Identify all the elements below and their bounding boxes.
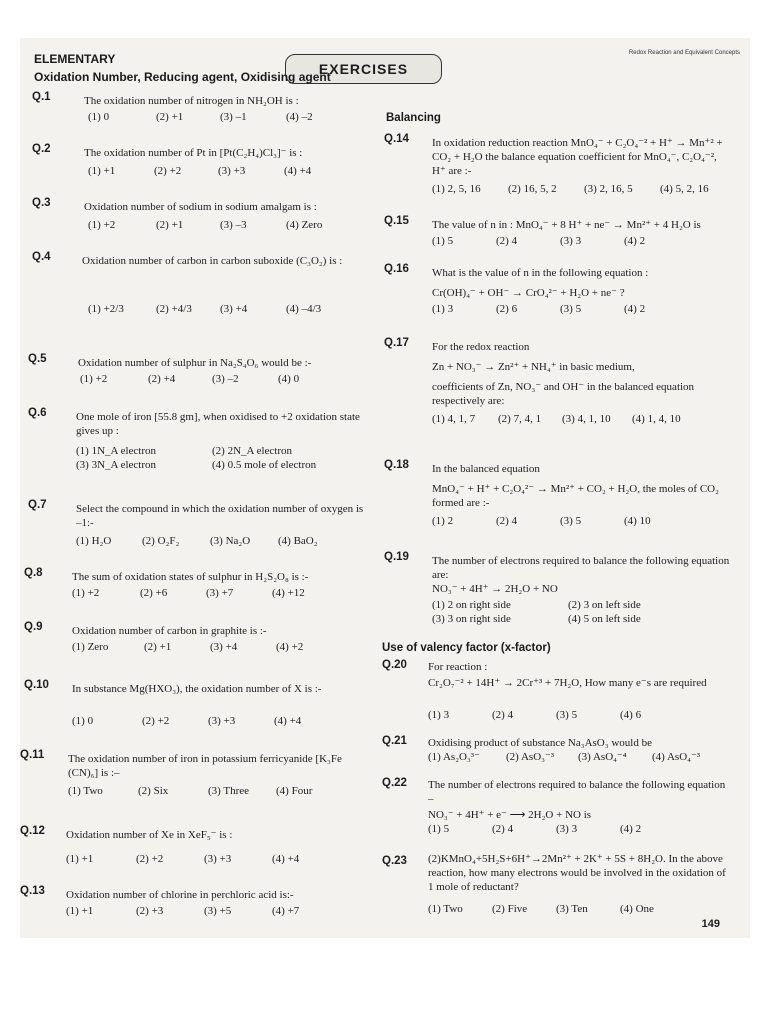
option[interactable]: (2) 6 [496,303,518,315]
option[interactable]: (3) +5 [204,905,232,917]
option[interactable]: (3) +7 [206,587,234,599]
option[interactable]: (3) AsO₄⁻⁴ [578,751,627,763]
option[interactable]: (4) 1, 4, 10 [632,413,681,425]
option[interactable]: (2) +3 [136,905,164,917]
option[interactable]: (1) +2 [80,373,108,385]
option[interactable]: (2) 4 [496,515,518,527]
option[interactable]: (2) 16, 5, 2 [508,183,557,195]
option[interactable]: (1) +1 [66,905,94,917]
option[interactable]: (1) 4, 1, 7 [432,413,476,425]
option[interactable]: (2) 4 [492,823,514,835]
running-head: Redox Reaction and Equivalent Concepts [628,50,740,56]
subsection-title-oxidation: Oxidation Number, Reducing agent, Oxidising agent [34,70,331,84]
option[interactable]: (1) +1 [88,165,116,177]
option[interactable]: (1) +2 [88,219,116,231]
option[interactable]: (3) Na₂O [210,535,251,547]
equation: NO₃⁻ + 4H⁺ → 2H₂O + NO [432,583,558,595]
option[interactable]: (2) +1 [156,219,184,231]
option[interactable]: (2) 2N_A electron [212,445,293,457]
option[interactable]: (1) Zero [72,641,109,653]
option[interactable]: (4) Four [276,785,313,797]
option[interactable]: (4) +12 [272,587,305,599]
equation: NO₃⁻ + 4H⁺ + e⁻ ⟶ 2H₂O + NO is [428,809,592,821]
option[interactable]: (1) 3 [432,303,454,315]
option[interactable]: (4) –4/3 [286,303,322,315]
option[interactable]: (1) +2/3 [88,303,124,315]
option[interactable]: (4) +4 [272,853,300,865]
option[interactable]: (2) Six [138,785,169,797]
subsection-title-balancing: Balancing [386,112,441,124]
option[interactable]: (4) 0.5 mole of electron [212,459,317,471]
option[interactable]: (3) 5 [556,709,578,721]
option[interactable]: (1) H₂O [76,535,112,547]
equation: Zn + NO₃⁻ → Zn²⁺ + NH₄⁺ in basic medium, [432,361,635,373]
option[interactable]: (3) 5 [560,515,582,527]
option[interactable]: (2) 4 [496,235,518,247]
option[interactable]: (2) +6 [140,587,168,599]
option[interactable]: (4) +4 [274,715,302,727]
option[interactable]: (3) +3 [208,715,236,727]
option[interactable]: (4) 6 [620,709,642,721]
option[interactable]: (2) 3 on left side [568,599,641,611]
equation: MnO₄⁻ + H⁺ + C₂O₄²⁻ → Mn²⁺ + CO₂ + H₂O, the moles of CO₂ formed are :- [432,483,719,509]
option[interactable]: (3) –1 [220,111,247,123]
option[interactable]: (1) 2, 5, 16 [432,183,481,195]
option[interactable]: (1) 2 on right side [432,599,511,611]
option[interactable]: (3) 3N_A electron [76,459,157,471]
option[interactable]: (2) +1 [156,111,184,123]
option[interactable]: (3) +3 [204,853,232,865]
option[interactable]: (3) –3 [220,219,247,231]
option[interactable]: (1) 1N_A electron [76,445,157,457]
option[interactable]: (2) AsO₃⁻³ [506,751,555,763]
option[interactable]: (4) +2 [276,641,304,653]
option[interactable]: (1) As₂O₃³⁻ [428,751,480,763]
textbook-page: Redox Reaction and Equivalent Concepts EXERCISES ELEMENTARY Oxidation Number, Reducing agent, Oxidising agent Balancing Use of valency factor (x-factor) Q.1 The oxidation number of nitrogen in NH₂OH is : (1) 0 (2) +1 (3) –1 (4) –2 Q.2 The oxidation number of Pt in [Pt(C₂H₄)Cl₃]⁻ is : (1) +1 (2) +2 (3) +3 (4) +4 Q.3 Oxidation number of sodium in sodium amalgam is : (1) +2 (2) +1 (3) –3 (4) Zero Q.4 Oxidation number of carbon in carbon suboxide (C₃O₂) is : (1) +2/3 (2) +4/3 (3) +4 (4) –4/3 Q.5 Oxidation number of sulphur in Na₂S₄O₆ would be :- (1) +2 (2) +4 (3) –2 (4) 0 Q.6 One mole of iron [55.8 gm], when oxidised to +2 oxidation state gives up : (1) 1N_A electron (2) 2N_A electron (3) 3N_A electron (4) 0.5 mole of electron Q.7 Select the compound in which the oxidation number of oxygen is –1:- (1) H₂O (2) O₂F₂ (3) Na₂O (4) BaO₂ Q.8 The sum of oxidation states of sulphur in H₂S₂O₈ is :- (1) +2 (2) +6 (3) +7 (4) +12 Q.9 Oxidation number of carbon in graphite is :- (1) Zero (2) +1 (3) +4 (4) +2 Q.10 In substance Mg(HXO₃), the oxidation number of X is :- (1) 0 (2) +2 (3) +3 (4) +4 Q.11 The oxidation number of iron in potassium ferricyanide [K₃Fe (CN)₆] is :– (1) Two (2) Six (3) Three (4) Four Q.12 Oxidation number of Xe in XeF₅⁻ is : (1) +1 (2) +2 (3) +3 (4) +4 Q.13 Oxidation number of chlorine in perchloric acid is:- (1) +1 (2) +3 (3) +5 (4) +7 Q.14 In oxidation reduction reaction MnO₄⁻ + C₂O₄⁻² + H⁺ → Mn⁺² + CO₂ + H₂O the balance equation coefficient for MnO₄⁻, C₂O₄⁻², H⁺ are :- (1) 2, 5, 16 (2) 16, 5, 2 (3) 2, 16, 5 (4) 5, 2, 16 Q.15 The value of n in : MnO₄⁻ + 8 H⁺ + ne⁻ → Mn²⁺ + 4 H₂O is (1) 5 (2) 4 (3) 3 (4) 2 Q.16 What is the value of n in the following equation : Cr(OH)₄⁻ + OH⁻ → CrO₄²⁻ + H₂O + ne⁻ ? (1) 3 (2) 6 (3) 5 (4) 2 Q.17 For the redox reaction Zn + NO₃⁻ → Zn²⁺ + NH₄⁺ in basic medium, coefficients of Zn, NO₃⁻ and OH⁻ in the balanced equation respectively are: (1) 4, 1, 7 (2) 7, 4, 1 (3) 4, 1, 10 (4) 1, 4, 10 Q.18 In the balanced equation MnO₄⁻ + H⁺ + C₂O₄²⁻ → Mn²⁺ + CO₂ + H₂O, the moles of CO₂ formed are :- (1) 2 (2) 4 (3) 5 (4) 10 Q.19 The number of electrons required to balance the following equation are: NO₃⁻ + 4H⁺ → 2H₂O + NO (1) 2 on right side (2) 3 on left side (3) 3 on right side (4) 5 on left side Q.20 For reaction : Cr₂O₇⁻² + 14H⁺ → 2Cr⁺³ + 7H₂O, How many e⁻s are required (1) 3 (2) 4 (3) 5 (4) 6 Q.21 Oxidising product of substance Na₃AsO₃ would be (1) As₂O₃³⁻ (2) AsO₃⁻³ (3) AsO₄⁻⁴ (4) AsO₄⁻³ Q.22 The number of electrons required to balance the following equation – NO₃⁻ + 4H⁺ + e⁻ ⟶ 2H₂O + NO is (1) 5 (2) 4 (3) 3 (4) 2 Q.23 (2)KMnO₄+5H₂S+6H⁺→2Mn²⁺ + 2K⁺ + 5S + 8H₂O. In the above reaction, how many electrons would be involved in the oxidation of 1 mole of reductant? (1) Two (2) Five (3) Ten (4) One 149 [20,38,750,938]
option[interactable]: (2) +1 [144,641,172,653]
option[interactable]: (4) One [620,903,654,915]
subsection-title-valency-factor: Use of valency factor (x-factor) [382,642,551,654]
option[interactable]: (4) 5 on left side [568,613,641,625]
option[interactable]: (4) 2 [620,823,642,835]
option[interactable]: (2) 7, 4, 1 [498,413,542,425]
option[interactable]: (2) +2 [154,165,182,177]
option[interactable]: (3) Ten [556,903,588,915]
option[interactable]: (4) Zero [286,219,323,231]
option[interactable]: (4) +7 [272,905,300,917]
option[interactable]: (4) AsO₄⁻³ [652,751,701,763]
option[interactable]: (3) 3 on right side [432,613,511,625]
option[interactable]: (3) 5 [560,303,582,315]
option[interactable]: (3) +4 [220,303,248,315]
option[interactable]: (1) 5 [428,823,450,835]
option[interactable]: (2) 4 [492,709,514,721]
option[interactable]: (4) 5, 2, 16 [660,183,709,195]
option[interactable]: (3) –2 [212,373,239,385]
option[interactable]: (4) +4 [284,165,312,177]
option[interactable]: (1) +1 [66,853,94,865]
option[interactable]: (3) 4, 1, 10 [562,413,611,425]
option[interactable]: (4) BaO₂ [278,535,318,547]
option[interactable]: (3) +3 [218,165,246,177]
option[interactable]: (1) 2 [432,515,454,527]
option[interactable]: (3) 2, 16, 5 [584,183,633,195]
equation: Cr(OH)₄⁻ + OH⁻ → CrO₄²⁻ + H₂O + ne⁻ ? [432,287,625,299]
page-number: 149 [701,918,720,930]
equation: Cr₂O₇⁻² + 14H⁺ → 2Cr⁺³ + 7H₂O, How many e⁻s are required [428,677,707,689]
option[interactable]: (4) 10 [624,515,651,527]
option[interactable]: (2) +4/3 [156,303,192,315]
option[interactable]: (1) 3 [428,709,450,721]
option[interactable]: (3) 3 [560,235,582,247]
exercises-banner: EXERCISES [285,54,442,84]
option[interactable]: (1) +2 [72,587,100,599]
option[interactable]: (2) O₂F₂ [142,535,180,547]
option[interactable]: (1) 5 [432,235,454,247]
option[interactable]: (3) Three [208,785,250,797]
option[interactable]: (3) 3 [556,823,578,835]
option[interactable]: (4) –2 [286,111,313,123]
option[interactable]: (2) +2 [142,715,170,727]
option[interactable]: (4) 2 [624,235,646,247]
option[interactable]: (1) 0 [88,111,110,123]
option[interactable]: (1) Two [428,903,463,915]
option[interactable]: (4) 2 [624,303,646,315]
option[interactable]: (4) 0 [278,373,300,385]
option[interactable]: (2) +2 [136,853,164,865]
option[interactable]: (1) 0 [72,715,94,727]
section-title: ELEMENTARY [34,52,116,66]
option[interactable]: (2) +4 [148,373,176,385]
option[interactable]: (2) Five [492,903,528,915]
option[interactable]: (3) +4 [210,641,238,653]
option[interactable]: (1) Two [68,785,103,797]
